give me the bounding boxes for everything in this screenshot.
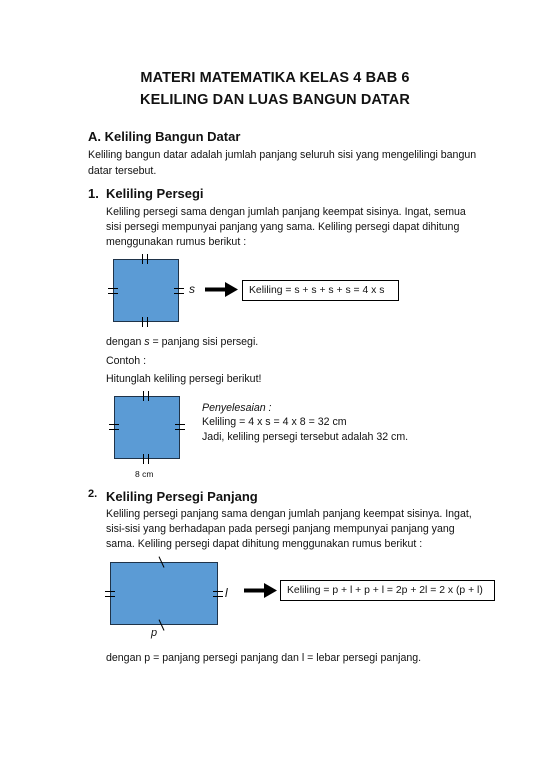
section-a-intro-line1: Keliling bangun datar adalah jumlah panjang seluruh sisi yang mengelilingi bangun (88, 149, 477, 161)
rectangle-left-tick-b (105, 596, 115, 597)
subsection-2-heading: Keliling Persegi Panjang (106, 489, 258, 504)
square-right-tick-b (174, 293, 184, 294)
example-left-tick-a (109, 424, 119, 425)
example-bottom-tick-a (143, 454, 144, 464)
example-right-tick-b (175, 429, 185, 430)
subsection-1-heading: Keliling Persegi (106, 186, 204, 201)
persegi-formula-text: Keliling = s + s + s + s = 4 x s (249, 285, 385, 296)
square-bottom-tick-b (147, 317, 148, 327)
example-left-tick-b (109, 429, 119, 430)
persegi-panjang-desc-line1: Keliling persegi panjang sama dengan jumlah panjang keempat sisinya. Ingat, (106, 508, 472, 520)
persegi-desc-line3: menggunakan rumus berikut : (106, 236, 247, 248)
solution-line2: Jadi, keliling persegi tersebut adalah 32 cm. (202, 431, 409, 443)
square-left-tick-b (108, 293, 118, 294)
example-top-tick-b (148, 391, 149, 401)
persegi-panjang-formula-text: Keliling = p + l + p + l = 2p + 2l = 2 x (p + l) (287, 585, 483, 596)
rectangle-left-tick-a (105, 591, 115, 592)
persegi-panjang-variable-note: dengan p = panjang persegi panjang dan l = lebar persegi panjang. (106, 652, 422, 664)
persegi-panjang-desc-line3: sama. Keliling persegi dapat dihitung menggunakan rumus berikut : (106, 538, 423, 550)
solution-title: Penyelesaian : (202, 402, 272, 414)
example-right-tick-a (175, 424, 185, 425)
square-side-label: s (189, 282, 195, 296)
persegi-variable-note: dengan s = panjang sisi persegi. (106, 336, 259, 348)
persegi-formula-box (242, 280, 399, 301)
square-left-tick-a (108, 288, 118, 289)
subsection-2-number: 2. (88, 488, 98, 500)
square-shape (113, 259, 179, 322)
square-top-tick-a (142, 254, 143, 264)
square-top-tick-b (147, 254, 148, 264)
example-square-shape (114, 396, 180, 459)
document-title-line1: MATERI MATEMATIKA KELAS 4 BAB 6 (140, 70, 410, 86)
example-bottom-tick-b (148, 454, 149, 464)
persegi-panjang-desc-line2: sisi-sisi yang berhadapan pada persegi panjang mempunyai panjang yang (106, 523, 455, 535)
subsection-1-number: 1. (88, 186, 99, 201)
section-a-heading: A. Keliling Bangun Datar (88, 129, 241, 144)
square-bottom-tick-a (142, 317, 143, 327)
rectangle-shape (110, 562, 218, 625)
square-right-tick-a (174, 288, 184, 289)
contoh-label: Contoh : (106, 355, 147, 367)
rectangle-width-label: l (225, 586, 228, 600)
example-top-tick-a (143, 391, 144, 401)
rectangle-right-tick-a (213, 591, 223, 592)
arrow-right-icon (205, 282, 239, 298)
rectangle-right-tick-b (213, 596, 223, 597)
section-a-intro-line2: datar tersebut. (88, 165, 157, 177)
example-side-length-label: 8 cm (135, 469, 154, 479)
persegi-panjang-formula-box (280, 580, 495, 601)
document-title-line2: KELILING DAN LUAS BANGUN DATAR (140, 92, 410, 108)
example-question: Hitunglah keliling persegi berikut! (106, 373, 262, 385)
persegi-desc-line1: Keliling persegi sama dengan jumlah panjang keempat sisinya. Ingat, semua (106, 206, 466, 218)
persegi-desc-line2: sisi persegi mempunyai panjang yang sama. Keliling persegi dapat dihitung (106, 221, 460, 233)
rectangle-length-label: p (151, 627, 158, 639)
arrow-right-icon (244, 583, 278, 599)
solution-line1: Keliling = 4 x s = 4 x 8 = 32 cm (202, 416, 347, 428)
